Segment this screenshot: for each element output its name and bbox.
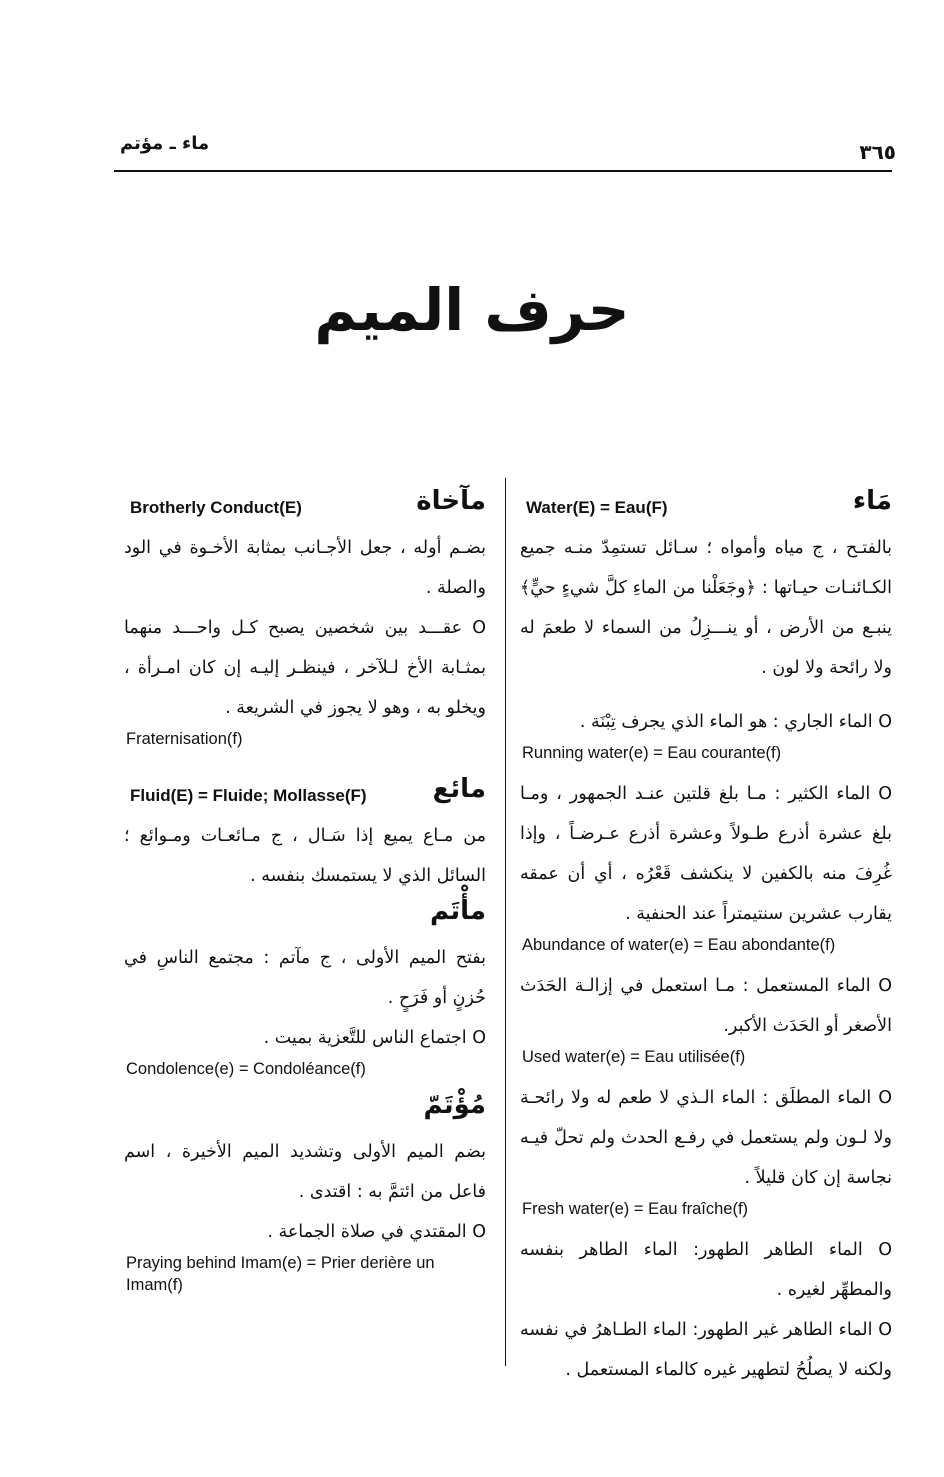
gloss-used: Used water(e) = Eau utilisée(f) bbox=[522, 1048, 746, 1066]
headword: مَاء bbox=[852, 486, 892, 516]
equivalent: Brotherly Conduct(E) bbox=[130, 498, 302, 517]
headword: مآخاة bbox=[416, 486, 486, 516]
definition: بفتح الميم الأولى ، ج مآتم : مجتمع الناسِ في حُزنٍ أو فَرَحٍ . bbox=[124, 948, 486, 1008]
entry-header-water bbox=[520, 486, 892, 528]
entry-header-gathering bbox=[124, 896, 486, 938]
gloss: Fraternisation(f) bbox=[126, 730, 243, 748]
sense-used: O الماء المستعمل : مـا استعمل في إزالـة الحَدَث الأصغر أو الحَدَث الأكبر. bbox=[520, 976, 892, 1036]
headword: مُؤْتَمّ bbox=[423, 1090, 486, 1120]
page-number: ٣٦٥ bbox=[859, 140, 896, 164]
headword: مأْتَم bbox=[429, 896, 486, 926]
sense-pure-purifying: O الماء الطاهر الطهور: الماء الطاهر بنفسه والمطهِّر لغيره . bbox=[520, 1240, 892, 1300]
gloss-running: Running water(e) = Eau courante(f) bbox=[522, 744, 782, 762]
sense-running: O الماء الجاري : هو الماء الذي يجرف تِبْنَة . bbox=[579, 712, 892, 732]
entry-header-brotherhood bbox=[124, 486, 486, 528]
header-rule bbox=[114, 170, 892, 172]
equivalent: Water(E) = Eau(F) bbox=[526, 498, 668, 517]
definition: بضم الميم الأولى وتشديد الميم الأخيرة ، اسم فاعل من ائتمَّ به : اقتدى . bbox=[124, 1142, 486, 1202]
gloss-fresh: Fresh water(e) = Eau fraîche(f) bbox=[522, 1200, 749, 1218]
right-column bbox=[520, 486, 892, 1390]
gloss: Praying behind Imam(e) = Prier derière un Imam(f) bbox=[126, 1254, 435, 1294]
sense: O عقـــد بين شخصين يصبح كـل واحـــد منهما بمثـابة الأخ لـلآخر ، فينظـر إليـه إن كان امـرأة ، ويخلو به ، وهو لا يجوز في الشريعة . bbox=[124, 618, 486, 718]
chapter-title: حرف الميم bbox=[314, 276, 630, 344]
gloss-abundant: Abundance of water(e) = Eau abondante(f) bbox=[522, 936, 836, 954]
definition: بضـم أوله ، جعل الأجـانب بمثابة الأخـوة في الود والصلة . bbox=[124, 538, 486, 598]
sense-fresh: O الماء المطلَق : الماء الـذي لا طعم له ولا رائحـة ولا لـون ولم يستعمل في رفـع الحدث ولم تحلّ فيـه نجاسة إن كان قليلاً . bbox=[520, 1088, 892, 1188]
sense-pure-not-purifying: O الماء الطاهر غير الطهور: الماء الطـاهرُ في نفسه ولكنه لا يصلُحُ لتطهير غيره كالماء المستعمل . bbox=[520, 1320, 892, 1380]
definition: من مـاع يميع إذا سَـال ، ج مـائعـات ومـوائع ؛ السائل الذي لا يستمسك بنفسه . bbox=[124, 826, 486, 886]
sense-abundant: O الماء الكثير : مـا بلغ قلتين عنـد الجمهور ، ومـا بلغ عشرة أذرع طـولاً وعشرة أذرع عـرضـاً ، وإذا غُرِفَ منه بالكفين لا ينكشف قَعْرُه ، أي أن عمقه يقارب عشرين سنتيمتراً عند الحنفية . bbox=[520, 784, 892, 924]
entry-header-fluid bbox=[124, 774, 486, 816]
column-divider bbox=[505, 478, 506, 1366]
sense: O اجتماع الناس للتَّعزية بميت . bbox=[263, 1028, 486, 1048]
guide-words: ماء ـ مؤتم bbox=[120, 133, 210, 154]
sense: O المقتدي في صلاة الجماعة . bbox=[267, 1222, 486, 1242]
definition: بالفتـح ، ج مياه وأمواه ؛ سـائل تستمِدّ منـه جميع الكـائنـات حيـاتها : ﴿وجَعَلْنا من الماءِ كلَّ شيءٍ حيٍّ﴾ ينبـع من الأرض ، أو ينـــزِلُ من السماء لا طعمَ له ولا رائحة ولا لون . bbox=[520, 538, 892, 678]
left-column bbox=[124, 486, 486, 1306]
headword: مائع bbox=[432, 774, 486, 804]
entry-header-follower bbox=[124, 1090, 486, 1132]
gloss: Condolence(e) = Condoléance(f) bbox=[126, 1060, 366, 1078]
equivalent: Fluid(E) = Fluide; Mollasse(F) bbox=[130, 786, 367, 805]
